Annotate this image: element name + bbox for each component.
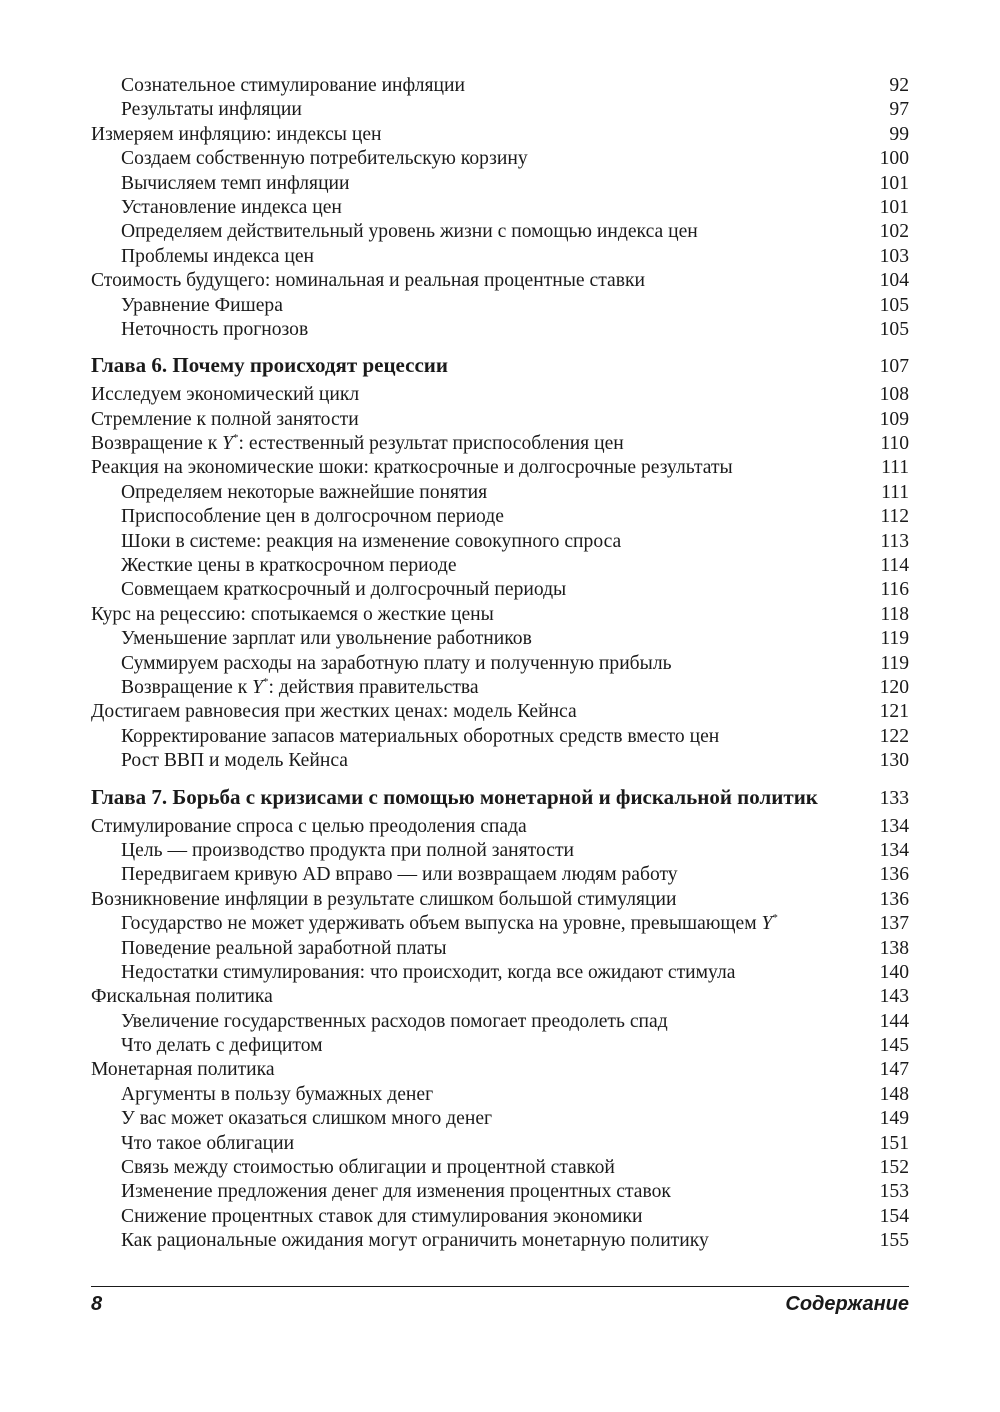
toc-entry-title: Цель — производство продукта при полной занятости [121, 839, 574, 861]
toc-subsection [91, 676, 909, 700]
toc-entry-title: Жесткие цены в краткосрочном периоде [121, 555, 457, 577]
toc-subsection [91, 98, 909, 122]
toc-section [91, 123, 909, 147]
toc-page-number: 149 [879, 1108, 909, 1130]
toc-page-number: 100 [879, 148, 909, 170]
toc-page-number: 143 [879, 986, 909, 1008]
toc-page-number: 136 [879, 888, 909, 910]
toc-subsection [91, 530, 909, 554]
toc-entry-title: Результаты инфляции [121, 99, 302, 121]
toc-subsection [91, 1107, 909, 1131]
toc-entry-title: Глава 6. Почему происходят рецессии [91, 353, 448, 378]
toc-page-number: 102 [879, 221, 909, 243]
toc-entry-title: Приспособление цен в долгосрочном периоде [121, 506, 504, 528]
toc-entry-title: Достигаем равновесия при жестких ценах: модель Кейнса [91, 701, 577, 723]
toc-page-number: 97 [889, 99, 909, 121]
toc-page-number: 134 [879, 839, 909, 861]
toc-subsection [91, 196, 909, 220]
math-symbol: Y* [761, 912, 778, 935]
toc-subsection [91, 220, 909, 244]
toc-section [91, 888, 909, 912]
toc-subsection [91, 725, 909, 749]
toc-page-number: 101 [879, 196, 909, 218]
toc-subsection [91, 937, 909, 961]
toc-subsection [91, 1132, 909, 1156]
toc-page-number: 107 [879, 356, 909, 378]
toc-entry-title: Что такое облигации [121, 1132, 295, 1154]
toc-subsection [91, 652, 909, 676]
toc-entry-title: Возвращение к Y*: действия правительства [121, 675, 479, 698]
toc-entry-title: Недостатки стимулирования: что происходит, когда все ожидают стимула [121, 961, 736, 983]
toc-page-number: 118 [880, 603, 909, 625]
toc-subsection [91, 1010, 909, 1034]
toc-entry-title: Снижение процентных ставок для стимулирования экономики [121, 1205, 643, 1227]
toc-section [91, 408, 909, 432]
toc-subsection [91, 554, 909, 578]
toc-page-number: 105 [879, 294, 909, 316]
toc-entry-title: Увеличение государственных расходов помогает преодолеть спад [121, 1010, 668, 1032]
toc-page-number: 148 [879, 1083, 909, 1105]
toc-entry-title: Совмещаем краткосрочный и долгосрочный периоды [121, 579, 567, 601]
toc-section [91, 985, 909, 1009]
toc-subsection [91, 1180, 909, 1204]
toc-page-number: 133 [879, 787, 909, 809]
toc-subsection [91, 172, 909, 196]
toc-entry-title: Измеряем инфляцию: индексы цен [91, 123, 382, 145]
toc-page-number: 101 [879, 172, 909, 194]
toc-entry-title: Связь между стоимостью облигации и процентной ставкой [121, 1157, 615, 1179]
toc-page-number: 120 [879, 676, 909, 698]
toc-subsection [91, 863, 909, 887]
toc-entry-title: Исследуем экономический цикл [91, 384, 360, 406]
toc-page-number: 103 [879, 245, 909, 267]
toc-chapter-heading [91, 348, 909, 382]
toc-subsection [91, 1205, 909, 1229]
toc-page-number: 114 [880, 555, 909, 577]
toc-page-number: 151 [879, 1132, 909, 1154]
math-symbol: Y* [222, 432, 239, 455]
toc-page-number: 108 [879, 384, 909, 406]
toc-page-number: 110 [880, 433, 909, 455]
toc-section [91, 603, 909, 627]
toc-page-number: 145 [879, 1035, 909, 1057]
toc-entry-title: Определяем действительный уровень жизни с помощью индекса цен [121, 221, 698, 243]
toc-page-number: 153 [879, 1181, 909, 1203]
toc-entry-title: Передвигаем кривую AD вправо — или возвращаем людям работу [121, 864, 678, 886]
toc-subsection [91, 318, 909, 342]
toc-subsection [91, 1034, 909, 1058]
toc-entry-title: Государство не может удерживать объем выпуска на уровне, превышающем Y* [121, 912, 778, 935]
toc-entry-title: Возвращение к Y*: естественный результат приспособления цен [91, 432, 624, 455]
toc-subsection [91, 147, 909, 171]
toc-page-number: 112 [880, 506, 909, 528]
toc-page-number: 130 [879, 750, 909, 772]
toc-entry-title: Возникновение инфляции в результате слишком большой стимуляции [91, 888, 677, 910]
toc-page-number: 140 [879, 961, 909, 983]
toc-subsection [91, 912, 909, 936]
toc-entry-title: Уменьшение зарплат или увольнение работников [121, 628, 532, 650]
toc-entry-title: Стремление к полной занятости [91, 408, 359, 430]
toc-entry-title: Как рациональные ожидания могут ограничить монетарную политику [121, 1230, 709, 1252]
toc-entry-title: Шоки в системе: реакция на изменение совокупного спроса [121, 530, 622, 552]
toc-subsection [91, 1156, 909, 1180]
toc-section [91, 700, 909, 724]
page-footer [91, 1286, 909, 1316]
toc-subsection [91, 294, 909, 318]
toc-subsection [91, 627, 909, 651]
page-number: 8 [91, 1293, 103, 1315]
toc-entry-title: Корректирование запасов материальных оборотных средств вместо цен [121, 725, 720, 747]
toc-subsection [91, 505, 909, 529]
toc-page-number: 119 [880, 628, 909, 650]
toc-section [91, 1058, 909, 1082]
toc-entry-title: Стимулирование спроса с целью преодоления спада [91, 815, 527, 837]
toc-section [91, 456, 909, 480]
toc-entry-title: Установление индекса цен [121, 196, 342, 218]
toc-entry-title: Создаем собственную потребительскую корзину [121, 148, 528, 170]
toc-page-number: 134 [879, 815, 909, 837]
toc-entry-title: Глава 7. Борьба с кризисами с помощью монетарной и фискальной политик [91, 784, 818, 809]
toc-subsection [91, 839, 909, 863]
toc-entry-title: Проблемы индекса цен [121, 245, 315, 267]
toc-page-number: 144 [879, 1010, 909, 1032]
toc-page-number: 111 [881, 457, 909, 479]
toc-page-number: 122 [879, 725, 909, 747]
toc-entry-title: Монетарная политика [91, 1059, 275, 1081]
toc-subsection [91, 481, 909, 505]
toc-page-number: 147 [879, 1059, 909, 1081]
toc-page-number: 104 [879, 270, 909, 292]
toc-entry-title: Курс на рецессию: спотыкаемся о жесткие цены [91, 603, 494, 625]
toc-entry-title: Уравнение Фишера [121, 294, 283, 316]
toc-entry-title: Что делать с дефицитом [121, 1035, 323, 1057]
toc-page-number: 116 [880, 579, 909, 601]
running-head: Содержание [785, 1293, 909, 1315]
toc-chapter-heading [91, 780, 909, 814]
toc-page-number: 92 [889, 75, 909, 96]
toc-entry-title: Стоимость будущего: номинальная и реальная процентные ставки [91, 270, 645, 292]
toc-entry-title: Сознательное стимулирование инфляции [121, 75, 465, 96]
toc-section [91, 269, 909, 293]
toc-subsection [91, 961, 909, 985]
toc-entry-title: Определяем некоторые важнейшие понятия [121, 481, 488, 503]
toc-subsection [91, 74, 909, 98]
toc-subsection [91, 578, 909, 602]
toc-section [91, 383, 909, 407]
toc-section [91, 815, 909, 839]
toc-page-number: 154 [879, 1205, 909, 1227]
toc-subsection [91, 1083, 909, 1107]
table-of-contents [91, 74, 909, 1254]
toc-page-number: 119 [880, 652, 909, 674]
toc-page-number: 113 [880, 530, 909, 552]
toc-page-number: 136 [879, 864, 909, 886]
toc-entry-title: Фискальная политика [91, 986, 273, 1008]
toc-entry-title: Суммируем расходы на заработную плату и полученную прибыль [121, 652, 672, 674]
toc-subsection [91, 245, 909, 269]
toc-page-number: 105 [879, 318, 909, 340]
toc-subsection [91, 1229, 909, 1253]
toc-page-number: 152 [879, 1157, 909, 1179]
toc-entry-title: Поведение реальной заработной платы [121, 937, 447, 959]
toc-page-number: 137 [879, 913, 909, 935]
toc-page-number: 99 [889, 123, 909, 145]
toc-page-number: 121 [879, 701, 909, 723]
toc-subsection [91, 749, 909, 773]
math-symbol: Y* [252, 675, 269, 698]
toc-section [91, 432, 909, 456]
toc-entry-title: Вычисляем темп инфляции [121, 172, 350, 194]
toc-page-number: 155 [879, 1230, 909, 1252]
toc-entry-title: У вас может оказаться слишком много денег [121, 1108, 493, 1130]
toc-page-number: 111 [881, 481, 909, 503]
toc-page-number: 138 [879, 937, 909, 959]
toc-entry-title: Рост ВВП и модель Кейнса [121, 750, 348, 772]
toc-entry-title: Изменение предложения денег для изменения процентных ставок [121, 1181, 671, 1203]
toc-entry-title: Аргументы в пользу бумажных денег [121, 1083, 434, 1105]
toc-entry-title: Реакция на экономические шоки: краткосрочные и долгосрочные результаты [91, 457, 733, 479]
toc-entry-title: Неточность прогнозов [121, 318, 309, 340]
toc-page-number: 109 [879, 408, 909, 430]
